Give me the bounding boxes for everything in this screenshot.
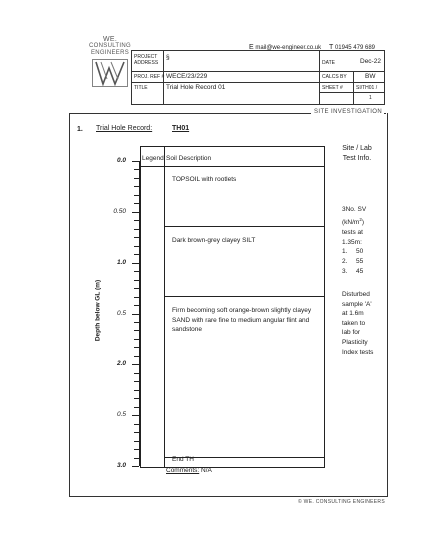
depth-minor-tick: [134, 195, 139, 196]
depth-minor-tick: [134, 186, 139, 187]
record-id: TH01: [172, 125, 190, 132]
proj-ref-value: WECE/23/229: [166, 73, 208, 80]
section-title: SITE INVESTIGATION: [314, 109, 383, 115]
depth-minor-tick: [134, 390, 139, 391]
title-label: TITLE: [134, 85, 148, 91]
depth-major-tick: [132, 212, 139, 213]
depth-label: 2.0: [116, 360, 126, 368]
depth-minor-tick: [134, 424, 139, 425]
sv-line-1: 3No. SV: [342, 206, 367, 213]
depth-minor-tick: [134, 441, 139, 442]
stratum-1-description: TOPSOIL with rootlets: [172, 176, 237, 183]
depth-minor-tick: [134, 398, 139, 399]
sv-line-2: $(kN/m^2)$: [342, 216, 365, 226]
date-value: Dec-22: [360, 58, 381, 65]
depth-major-tick: [132, 314, 139, 315]
depth-minor-tick: [134, 178, 139, 179]
depth-minor-tick: [134, 356, 139, 357]
depth-minor-tick: [134, 254, 139, 255]
depth-label: 1.0: [116, 258, 126, 266]
depth-minor-tick: [134, 246, 139, 247]
depth-minor-tick: [134, 373, 139, 374]
depth-label: 0.0: [116, 157, 126, 164]
logo-line-1: WE.: [102, 36, 118, 43]
depth-major-tick: [132, 415, 139, 416]
comments-label: Comments:: [166, 467, 200, 474]
sheet-value-2: 1: [369, 95, 372, 101]
item-number: 1.: [77, 126, 83, 133]
stratum-3-description: Firm becoming soft orange-brown slightly clayey SAND with rare fine to medium angular flint and sandstone: [172, 307, 312, 333]
sv-line-4: 1.35m:: [342, 238, 362, 246]
comments-value: N/A: [201, 467, 212, 474]
date-label: DATE: [322, 60, 335, 66]
logo-line-3: ENGINEERS: [90, 50, 130, 56]
depth-minor-tick: [134, 297, 139, 298]
tests-column: [342, 205, 387, 277]
footer-line: [69, 496, 386, 497]
depth-minor-tick: [134, 203, 139, 204]
depth-major-tick: [132, 263, 139, 264]
record-label: Trial Hole Record:: [96, 125, 153, 132]
depth-label: 3.0: [116, 462, 126, 469]
logo-mark-icon: [92, 59, 128, 87]
depth-minor-tick: [134, 449, 139, 450]
logo-line-2: CONSULTING: [89, 43, 131, 49]
sv-result-2: 2. 55: [342, 258, 364, 266]
sheet-value: SI/TH01 /: [356, 85, 378, 91]
depth-minor-tick: [134, 288, 139, 289]
depth-minor-tick: [134, 169, 139, 170]
depth-minor-tick: [134, 381, 139, 382]
depth-minor-tick: [134, 458, 139, 459]
depth-minor-tick: [134, 271, 139, 272]
depth-label: 0.50: [113, 207, 126, 215]
calcs-by-label: CALCS BY: [322, 74, 347, 80]
email-link[interactable]: mail@we-engineer.co.uk: [255, 45, 322, 51]
soil-description-header: Soil Description: [166, 155, 212, 162]
depth-axis-label: Depth below GL (m): [94, 279, 102, 342]
depth-axis: [139, 161, 140, 466]
sheet-label: SHEET #: [322, 85, 343, 91]
email-prefix: E: [249, 44, 254, 51]
depth-minor-tick: [134, 220, 139, 221]
depth-minor-tick: [134, 330, 139, 331]
disturbed-sample-note: Disturbed sample 'A' at 1.6m taken to lab for Plasticity Index tests: [342, 291, 374, 356]
depth-minor-tick: [134, 432, 139, 433]
sv-result-3: 3. 45: [342, 267, 364, 275]
end-th-text: End TH: [172, 456, 194, 463]
calcs-by-value: BW: [365, 73, 376, 80]
depth-minor-tick: [134, 322, 139, 323]
depth-minor-tick: [134, 237, 139, 238]
depth-minor-tick: [134, 339, 139, 340]
depth-label: 0.5: [116, 411, 126, 419]
legend-header: Legend: [142, 155, 164, 162]
depth-label: 0.5: [116, 309, 126, 317]
project-address-value: §: [166, 54, 170, 61]
phone-prefix: T: [329, 44, 334, 51]
phone-number: 01945 479 689: [334, 45, 375, 51]
footer-copyright: © WE. CONSULTING ENGINEERS: [298, 499, 385, 505]
depth-minor-tick: [134, 229, 139, 230]
depth-major-tick: [132, 161, 139, 162]
depth-major-tick: [132, 466, 139, 467]
project-address-label: PROJECT ADDRESS: [134, 54, 159, 66]
site-lab-heading: Site / Lab Test Info.: [342, 145, 372, 162]
sv-result-1: 1. 50: [342, 248, 364, 256]
header-table: [131, 50, 385, 105]
proj-ref-label: PROJ. REF #: [134, 74, 165, 80]
depth-minor-tick: [134, 280, 139, 281]
title-value: Trial Hole Record 01: [166, 84, 226, 91]
depth-major-tick: [132, 364, 139, 365]
depth-minor-tick: [134, 305, 139, 306]
sv-line-3: tests at: [342, 228, 363, 236]
depth-minor-tick: [134, 347, 139, 348]
stratum-2-description: Dark brown-grey clayey SILT: [172, 237, 256, 244]
comments-line: [166, 467, 212, 474]
depth-minor-tick: [134, 407, 139, 408]
